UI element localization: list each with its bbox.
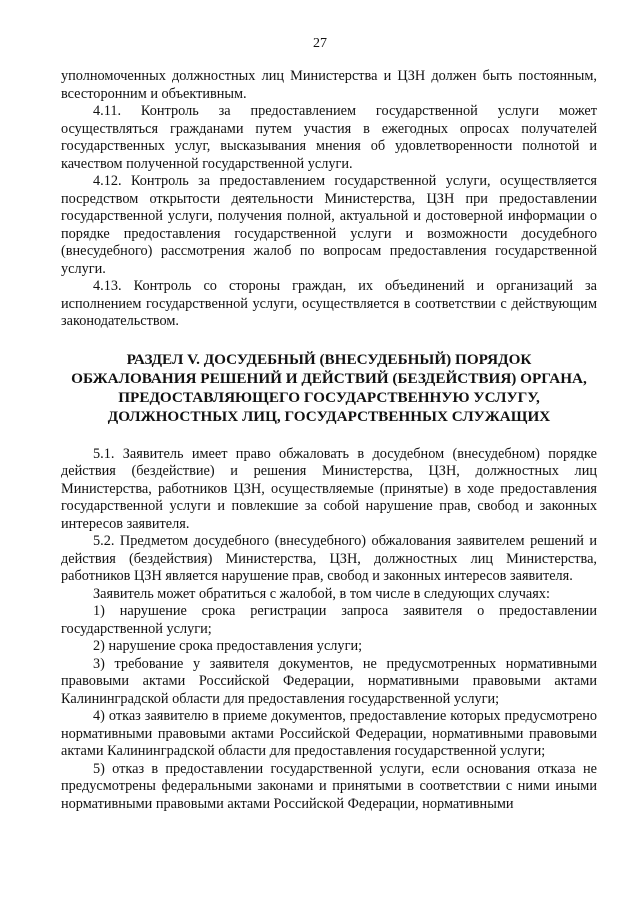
section-heading-line: ПРЕДОСТАВЛЯЮЩЕГО ГОСУДАРСТВЕННУЮ УСЛУГУ, — [118, 388, 540, 406]
list-item: 5) отказ в предоставлении государственной услуги, если основания отказа не предусмотрены федеральными законами и принятыми в соответствии с ними иными нормативными правовыми актами Российской Федерации, нормативными — [61, 760, 597, 812]
paragraph: уполномоченных должностных лиц Министерства и ЦЗН должен быть постоянным, всесторонним и объективным. — [61, 68, 597, 102]
section-heading — [61, 350, 597, 426]
paragraph-4-11: 4.11. Контроль за предоставлением государственной услуги может осуществляться гражданами путем участия в ежегодных опросах получателей государственных услуг, высказывания мнения об удовлетворенности полнотой и качеством полученной государственной услуги. — [61, 103, 597, 172]
document-body — [61, 68, 597, 813]
paragraph-4-13: 4.13. Контроль со стороны граждан, их объединений и организаций за исполнением государственной услуги, осуществляется в соответствии с действующим законодательством. — [61, 278, 597, 329]
page-number: 27 — [313, 36, 327, 51]
list-item: 1) нарушение срока регистрации запроса заявителя о предоставлении государственной услуги; — [61, 603, 597, 637]
section-heading-line: РАЗДЕЛ V. ДОСУДЕБНЫЙ (ВНЕСУДЕБНЫЙ) ПОРЯДОК — [126, 350, 532, 368]
paragraph-5-1: 5.1. Заявитель имеет право обжаловать в досудебном (внесудебном) порядке действия (бездействие) и решения Министерства, ЦЗН, должностных лиц Министерства, работников ЦЗН, осуществляемые (принятые) в ходе предоставления государственной услуги и повлекшие за собой нарушение прав, свобод и законных интересов заявителя. — [61, 445, 597, 532]
section-heading-line: ДОЛЖНОСТНЫХ ЛИЦ, ГОСУДАРСТВЕННЫХ СЛУЖАЩИХ — [107, 407, 551, 425]
paragraph: Заявитель может обратиться с жалобой, в том числе в следующих случаях: — [93, 585, 550, 602]
list-item: 3) требование у заявителя документов, не предусмотренных нормативными правовыми актами Российской Федерации, нормативными правовыми актами Калининградской области для предоставления государственной услуги; — [61, 655, 597, 707]
paragraph-5-2: 5.2. Предметом досудебного (внесудебного) обжалования заявителем решений и действия (бездействия) Министерства, ЦЗН, должностных лиц Министерства, работников ЦЗН является нарушение прав, свобод и законных интересов заявителя. — [61, 533, 597, 584]
list-item: 4) отказ заявителю в приеме документов, предоставление которых предусмотрено нормативными правовыми актами Российской Федерации, нормативными правовыми актами Калининградской области для предоставления государственной услуги; — [61, 708, 597, 759]
section-heading-line: ОБЖАЛОВАНИЯ РЕШЕНИЙ И ДЕЙСТВИЙ (БЕЗДЕЙСТВИЯ) ОРГАНА, — [71, 369, 587, 387]
list-item: 2) нарушение срока предоставления услуги; — [93, 638, 363, 654]
paragraph-4-12: 4.12. Контроль за предоставлением государственной услуги, осуществляется посредством открытости деятельности Министерства, ЦЗН при предоставлении государственной услуги, получения полной, актуальной и достоверной информации о порядке предоставления государственной услуги и возможности досудебного (внесудебного) рассмотрения жалоб по вопросам предоставления государственной услуги. — [61, 173, 597, 277]
